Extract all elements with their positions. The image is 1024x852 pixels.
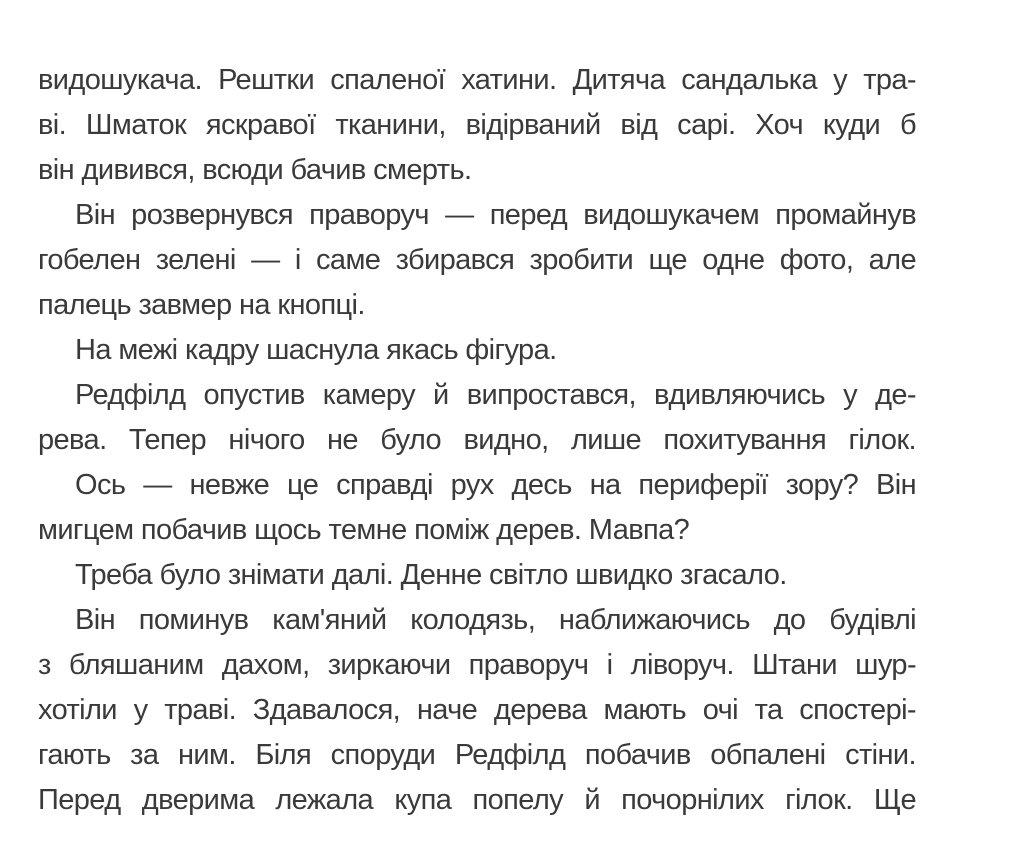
text-line-5: гобелен зелені — і саме збирався зробити ще одне фото, але [38, 244, 916, 276]
text-line-16: гають за ним. Біля споруди Редфілд побачив обпалені стіни. [38, 739, 916, 771]
text-line-11: мигцем побачив щось темне поміж дерев. Мавпа? [38, 514, 690, 546]
text-line-10: Ось — невже це справді рух десь на периферії зору? Він [75, 469, 916, 501]
text-line-14: з бляшаним дахом, зиркаючи праворуч і ліворуч. Штани шур- [38, 649, 916, 681]
book-page-text [38, 58, 916, 823]
text-line-3: він дивився, всюди бачив смерть. [38, 154, 472, 186]
text-line-12: Треба було знімати далі. Денне світло швидко згасало. [75, 559, 787, 591]
text-line-17: Перед дверима лежала купа попелу й почорнілих гілок. Ще [38, 784, 916, 816]
text-line-7: На межі кадру шаснула якась фігура. [75, 334, 557, 366]
text-line-1: видошукача. Рештки спаленої хатини. Дитяча сандалька у тра- [38, 64, 916, 96]
text-line-2: ві. Шматок яскравої тканини, відірваний від сарі. Хоч куди б [38, 109, 916, 141]
text-line-9: рева. Тепер нічого не було видно, лише похитування гілок. [38, 424, 916, 456]
text-line-13: Він поминув кам'яний колодязь, наближаючись до будівлі [75, 604, 916, 636]
text-line-8: Редфілд опустив камеру й випростався, вдивляючись у де- [75, 379, 916, 411]
text-line-15: хотіли у траві. Здавалося, наче дерева мають очі та спостері- [38, 694, 916, 726]
text-line-4: Він розвернувся праворуч — перед видошукачем промайнув [75, 199, 916, 231]
text-line-6: палець завмер на кнопці. [38, 289, 365, 321]
